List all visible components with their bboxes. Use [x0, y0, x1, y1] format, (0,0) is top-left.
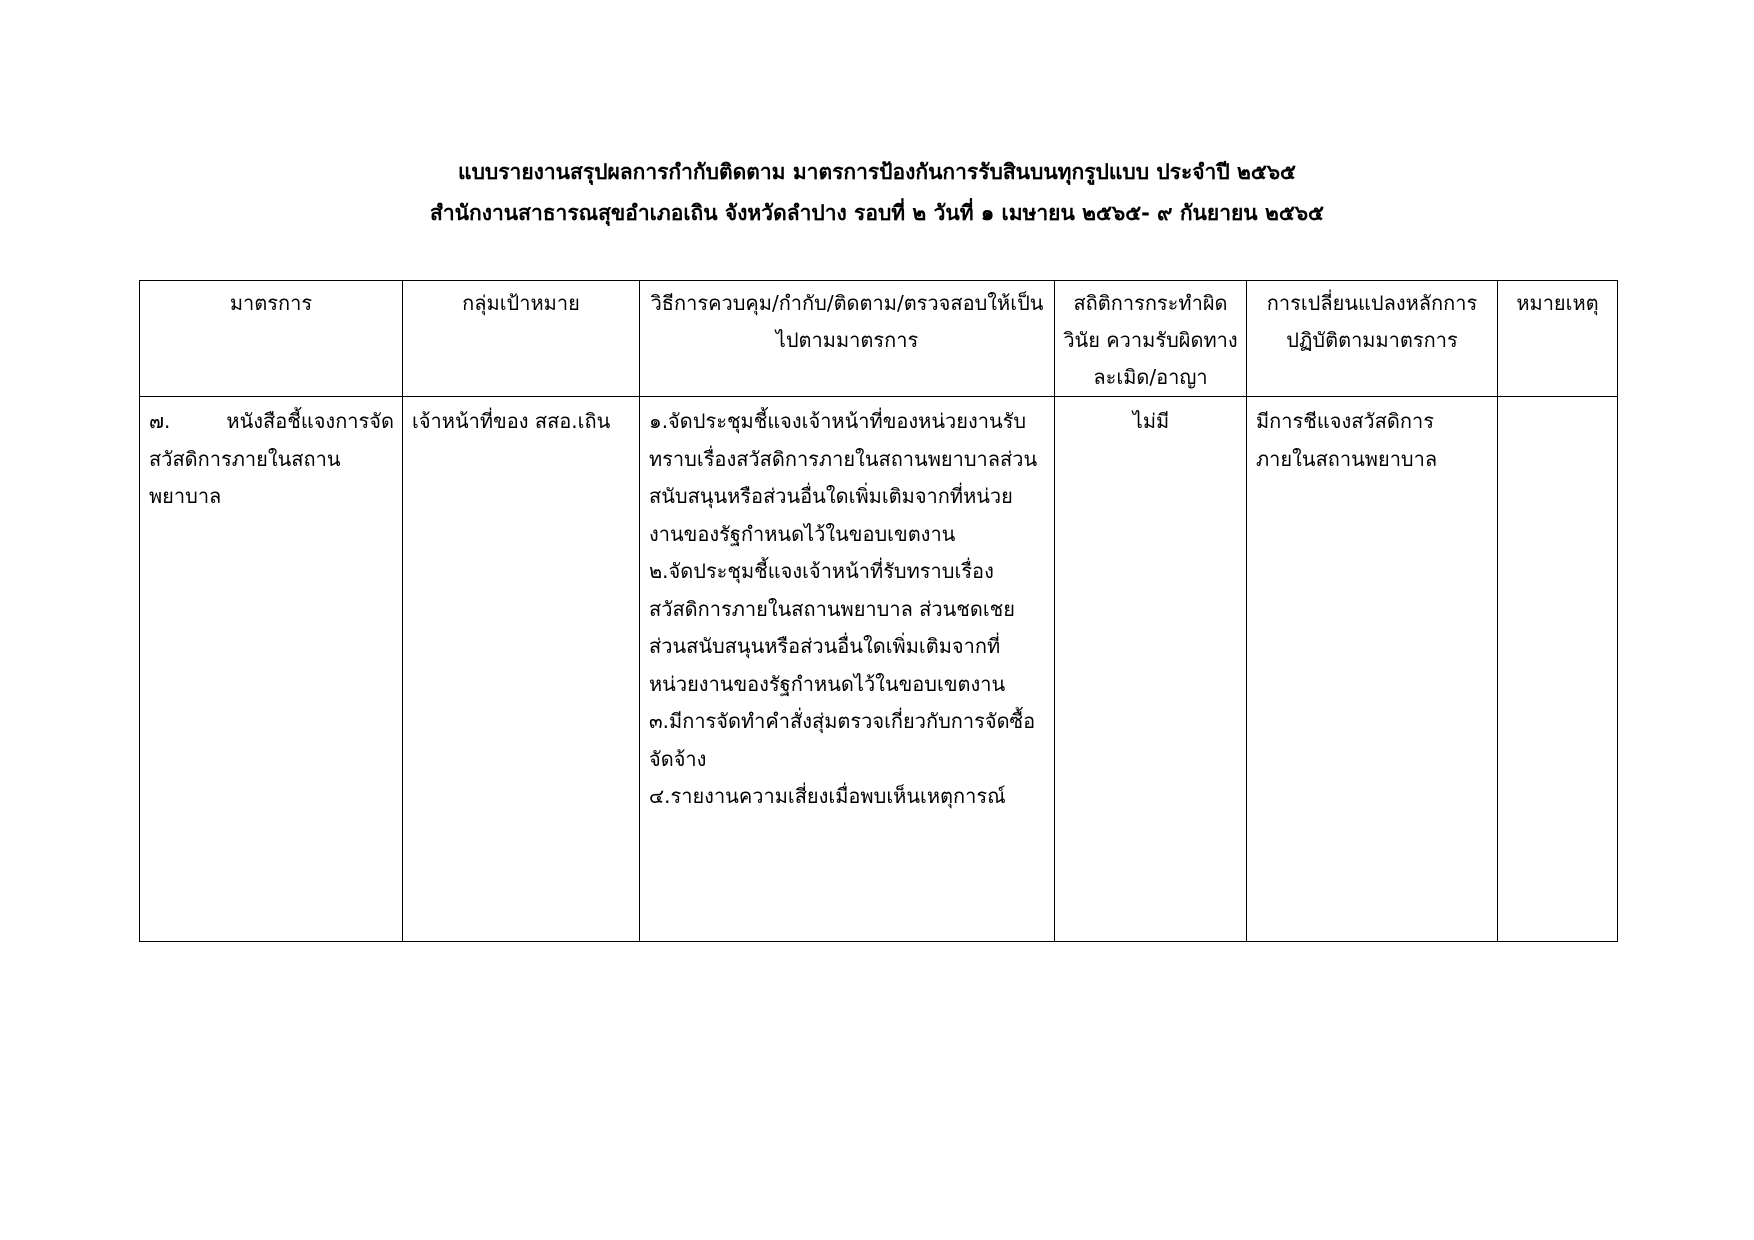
method-item: ๑.จัดประชุมชี้แจงเจ้าหน้าที่ของหน่วยงานรับทราบเรื่องสวัสดิการภายในสถานพยาบาลส่วนสนับสนุนหรือส่วนอื่นใดเพิ่มเติมจากที่หน่วยงานของรัฐกำหนดไว้ในขอบเขตงาน: [649, 409, 1038, 546]
table-header-row: [140, 281, 1618, 397]
report-table: [139, 280, 1618, 942]
method-item: ๒.จัดประชุมชี้แจงเจ้าหน้าที่รับทราบเรื่องสวัสดิการภายในสถานพยาบาล ส่วนชดเชยส่วนสนับสนุนหรือส่วนอื่นใดเพิ่มเติมจากที่หน่วยงานของรัฐกำหนดไว้ในขอบเขตงาน: [649, 559, 1015, 696]
column-header-principle-change: การเปลี่ยนแปลงหลักการปฏิบัติตามมาตรการ: [1247, 281, 1498, 397]
principle-change-cell: มีการชีแจงสวัสดิการภายในสถานพยาบาล: [1247, 397, 1498, 942]
report-title: แบบรายงานสรุปผลการกำกับติดตาม มาตรการป้องกันการรับสินบนทุกรูปแบบ ประจำปี ๒๕๖๕: [458, 160, 1296, 184]
method-item: ๔.รายงานความเสี่ยงเมื่อพบเห็นเหตุการณ์: [649, 784, 1006, 808]
remark-cell: [1498, 397, 1618, 942]
method-item: ๓.มีการจัดทำคำสั่งสุ่มตรวจเกี่ยวกับการจัดซื้อจัดจ้าง: [649, 709, 1036, 771]
column-header-remark: หมายเหตุ: [1498, 281, 1618, 397]
violation-statistics-cell: ไม่มี: [1055, 397, 1247, 942]
column-header-target-group: กลุ่มเป้าหมาย: [403, 281, 640, 397]
column-header-measure: มาตรการ: [140, 281, 403, 397]
column-header-control-method: วิธีการควบคุม/กำกับ/ติดตาม/ตรวจสอบให้เป็นไปตามมาตรการ: [640, 281, 1055, 397]
target-group-cell: เจ้าหน้าที่ของ สสอ.เถิน: [403, 397, 640, 942]
control-method-cell: [640, 397, 1055, 942]
column-header-violation-statistics: สถิติการกระทำผิดวินัย ความรับผิดทางละเมิด/อาญา: [1055, 281, 1247, 397]
report-subtitle: สำนักงานสาธารณสุขอำเภอเถิน จังหวัดลำปาง รอบที่ ๒ วันที่ ๑ เมษายน ๒๕๖๕- ๙ กันยายน ๒๕๖๕: [430, 201, 1324, 225]
measure-cell: ๗. หนังสือชี้แจงการจัดสวัสดิการภายในสถานพยาบาล: [140, 397, 403, 942]
table-row: [140, 397, 1618, 942]
